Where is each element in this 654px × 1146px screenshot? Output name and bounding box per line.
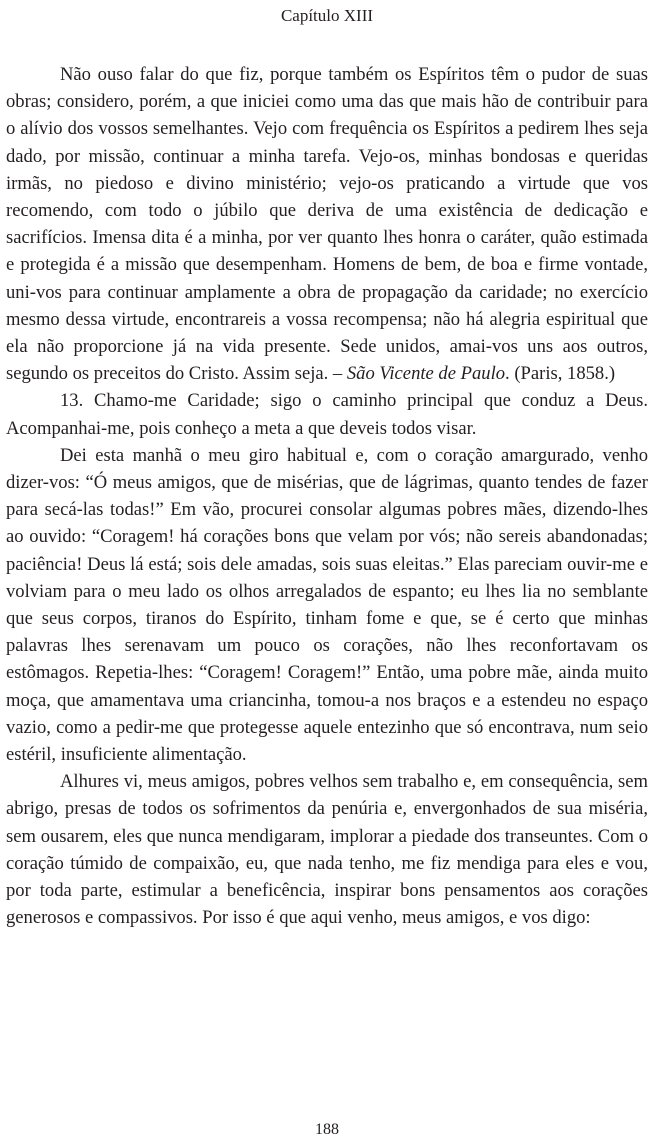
paragraph-1-tail: . (Paris, 1858.) (505, 363, 616, 385)
signature: São Vicente de Paulo (346, 363, 506, 385)
running-head: Capítulo XIII (280, 6, 374, 25)
paragraph-1-text: Não ouso falar do que fiz, porque também os Espíritos têm o pudor de suas obras; considero, porém, a que iniciei como uma das que mais hão de contribuir para o alívio dos vossos semelhantes. Vejo com frequência os Espíritos a pedirem lhes seja dado, por missão, continuar a minha tarefa. Vejo-os, minhas bondosas e queridas irmãs, no piedoso e divino ministério; vejo-os praticando a virtude que vos recomendo, com todo o júbilo que deriva de uma existência de dedicação e sacrifícios. Imensa dita é a minha, por ver quanto lhes honra o caráter, quão estimada e protegida é a missão que desempenham. Homens de bem, de boa e firme vontade, uni-vos para continuar amplamente a obra de propagação da caridade; no exercício mesmo dessa virtude, encontrareis a vossa recompensa; não há alegria espiritual que ela não proporcione já na vida presente. Sede unidos, amai-vos uns aos outros, segundo os preceitos do Cristo. Assim seja. – (6, 64, 648, 385)
paragraph-2: 13. Chamo-me Caridade; sigo o caminho principal que conduz a Deus. Acompanhai-me, pois conheço a meta a que deveis todos visar. (6, 390, 648, 439)
paragraph-1 (6, 61, 648, 387)
paragraph-4: Alhures vi, meus amigos, pobres velhos sem trabalho e, em consequência, sem abrigo, presas de todos os sofrimentos da penúria e, envergonhados de sua miséria, sem ousarem, eles que nunca mendigaram, implorar a piedade dos transeuntes. Com o coração túmido de compaixão, eu, que nada tenho, me fiz mendiga para eles e vou, por toda parte, estimular a beneficência, inspirar bons pensamentos aos corações generosos e compassivos. Por isso é que aqui venho, meus amigos, e vos digo: (6, 771, 648, 929)
paragraph-3: Dei esta manhã o meu giro habitual e, com o coração amargurado, venho dizer-vos: “Ó meus amigos, que de misérias, que de lágrimas, quanto tendes de fazer para secá-las todas!” Em vão, procurei consolar algumas pobres mães, dizendo-lhes ao ouvido: “Coragem! há corações bons que velam por vós; não sereis abandonadas; paciência! Deus lá está; sois dele amadas, sois suas eleitas.” Elas pareciam ouvir-me e volviam para o meu lado os olhos arregalados de espanto; eu lhes lia no semblante que seus corpos, tiranos do Espírito, tinham fome e que, se é certo que minhas palavras lhes serenavam um pouco os corações, não lhes reconfortavam os estômagos. Repetia-lhes: “Coragem! Coragem!” Então, uma pobre mãe, ainda muito moça, que amamentava uma criancinha, tomou-a nos braços e a estendeu no espaço vazio, como a pedir-me que protegesse aquele entezinho que só encontrava, num seio estéril, insuficiente alimentação. (6, 444, 648, 766)
body-text (6, 61, 648, 932)
page-number: 188 (315, 1121, 339, 1138)
